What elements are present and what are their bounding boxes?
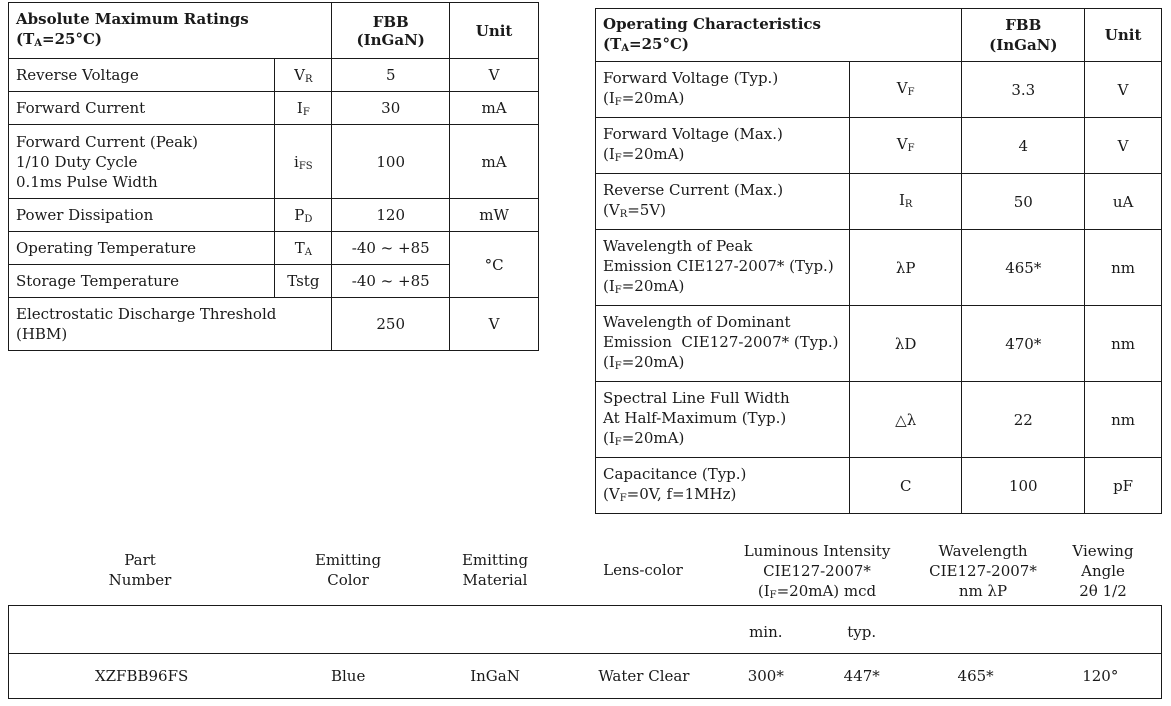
table-row: Forward Current $I_F$ 30 mA (9, 92, 539, 125)
table-row: Forward Voltage (Typ.) $(I_F=20mA)$ $V_F$ 3.3 V (596, 62, 1162, 118)
table-row: Storage Temperature Tstg -40 ~ +85 (9, 265, 539, 298)
luminous-typ: 447* (812, 654, 912, 699)
subheader-row (9, 606, 1162, 654)
oc-col-unit: Unit (1085, 9, 1162, 62)
lum-min-label: min. (749, 623, 783, 641)
col-viewing-angle: Viewing Angle 2θ 1/2 (1072, 542, 1134, 600)
amr-col-unit: Unit (450, 3, 539, 59)
lum-typ-label: typ. (847, 623, 877, 641)
table-row: Spectral Line Full Width At Half-Maximum (Typ.) $(I_F=20mA)$ △λ 22 nm (596, 382, 1162, 458)
wavelength-value: 465* (912, 654, 1040, 699)
table-row: Reverse Current (Max.) $(V_R=5V)$ $I_R$ 50 uA (596, 174, 1162, 230)
table-row: Operating Temperature $T_A$ -40 ~ +85 °C (9, 232, 539, 265)
col-emitting-color: Emitting Color (314, 551, 382, 589)
luminous-min: 300* (720, 654, 812, 699)
table-row: Power Dissipation $P_D$ 120 mW (9, 199, 539, 232)
table-row: Forward Voltage (Max.) $(I_F=20mA)$ $V_F$ 4 V (596, 118, 1162, 174)
table-row: Wavelength of Dominant Emission CIE127-2007* (Typ.) $(I_F=20mA)$ λD 470* nm (596, 306, 1162, 382)
col-emitting-material: Emitting Material (461, 551, 529, 589)
emitting-material: InGaN (422, 654, 568, 699)
table-row: Reverse Voltage $V_R$ 5 V (9, 59, 539, 92)
table-row: Electrostatic Discharge Threshold (HBM) 250 V (9, 298, 539, 351)
col-part-number: Part Number (108, 551, 172, 589)
viewing-angle-value: 120° (1040, 654, 1162, 699)
oc-title: Operating Characteristics $(T_A=25^\circ C)$ (596, 9, 962, 62)
oc-col-fbb: FBB (InGaN) (962, 9, 1085, 62)
col-lens-color: Lens-color (603, 561, 683, 579)
parts-table (8, 605, 1162, 699)
table-row: Forward Current (Peak) 1/10 Duty Cycle 0.1ms Pulse Width $i_{FS}$ 100 mA (9, 125, 539, 199)
table-row: Wavelength of Peak Emission CIE127-2007* (Typ.) $(I_F=20mA)$ λP 465* nm (596, 230, 1162, 306)
absolute-maximum-ratings-table (8, 2, 539, 351)
table-row: Capacitance (Typ.) ($V_F=0V$, f=1MHz) C 100 pF (596, 458, 1162, 514)
operating-characteristics-table (595, 8, 1162, 514)
col-luminous-intensity: Luminous Intensity CIE127-2007* $(I_F=20mA)$ mcd (743, 542, 891, 601)
emitting-color: Blue (274, 654, 422, 699)
lens-color: Water Clear (568, 654, 720, 699)
part-number: XZFBB96FS (9, 654, 275, 699)
table-row (9, 654, 1162, 699)
amr-title: Absolute Maximum Ratings $(T_A=25^\circ C)$ (9, 3, 332, 59)
col-wavelength: Wavelength CIE127-2007* nm λP (929, 542, 1037, 600)
amr-col-fbb: FBB (InGaN) (332, 3, 450, 59)
